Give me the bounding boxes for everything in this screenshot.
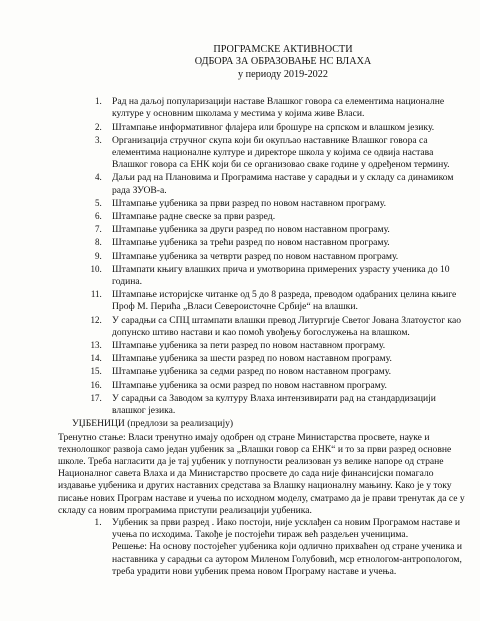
activity-item: 11. Штампање историјске читанке од 5 до 8 разреда, преводом одабраних целина књиге Проф М. Перића „Власи Североисточне Србије“ на влашки. — [104, 288, 466, 313]
activity-item: 14. Штампање уџбеника за шести разред по новом наставном програму. — [104, 352, 466, 365]
document-title — [100, 44, 466, 81]
activity-item: 5. Штампање уџбеника за први разред по новом наставном програму. — [104, 197, 466, 210]
activity-item: 15. Штампање уџбеника за седми разред по новом наставном програму. — [104, 365, 466, 378]
activity-item: 3. Организација стручног скупа који би окупљао наставнике Влашког говора са елементима националне културе и директоре школа у којима се одвија настава Влашког говора са ЕНК који би се организовао сваке године у одређеном термину. — [104, 134, 466, 172]
activity-item: 10. Штампати књигу влашких прича и умотворина примерених узрасту ученика до 10 година. — [104, 263, 466, 288]
title-line-1: ПРОГРАМСКЕ АКТИВНОСТИ — [213, 44, 353, 55]
activity-item: 17. У сарадњи са Заводом за културу Влаха интензивирати рад на стандардизацији влашког језика. — [104, 392, 466, 417]
textbooks-heading: УЏБЕНИЦИ (предлози за реализацију) — [72, 418, 234, 430]
textbooks-section — [60, 418, 466, 517]
activity-item: 1. Рад на даљој популаризацији наставе Влашког говора са елементима националне културе у основним школама у местима у којима живе Власи. — [104, 95, 466, 120]
textbook-item — [104, 517, 466, 578]
activity-item: 6. Штампање радне свеске за први разред. — [104, 210, 466, 223]
textbook-item-solution: Решење: На основу постојећег уџбеника који одлично прихваћен од стране ученика и наставника у сарадњи са аутором Миленом Голубовић, мср етнологом-антропологом, треба урадити нови уџбеник према новом Програму наставе и учења. — [112, 541, 462, 577]
textbooks-list — [60, 517, 466, 578]
activity-item: 2. Штампање информативног флајера или брошуре на српском и влашком језику. — [104, 121, 466, 134]
textbook-item-text: 1. Уџбеник за први разред . Иако постоји, није усклађен са новим Програмом наставе и учења по исходима. Такође је постојећи тираж већ раздељен ученицима. — [112, 516, 461, 541]
activity-item: 8. Штампање уџбеника за трећи разред по новом наставном програму. — [104, 236, 466, 249]
textbooks-status: Тренутно стање: Власи тренутно имају одобрен од стране Министарства просвете, науке и технолошког развоја само један уџбеник за „Влашки говор са ЕНК“ и то за први разред основне школе. Треба нагласити да је тај уџбеник у потпуности реализован уз велике напоре од стране Националног савета Влаха и да Министарство просвете до сада није финансијски помагало издавање уџбеника и других наставних средстава за Влашку националну мањину. Како је у току писање нових Програм наставе и учења по исходном моделу, сматрамо да је прави тренутак да се у складу са новим програмима приступи реализацији уџбеника. — [58, 431, 465, 516]
activity-item: 9. Штампање уџбеника за четврти разред по новом наставном програму. — [104, 250, 466, 263]
activity-item: 4. Даљи рад на Плановима и Програмима наставе у сарадњи и у складу са динамиком рада ЗУОВ-а. — [104, 171, 466, 196]
title-line-2: ОДБОРА ЗА ОБРАЗОВАЊЕ НС ВЛАХА — [194, 56, 372, 68]
activity-item: 12. У сарадњи са СПЦ штампати влашки превод Литургије Светог Јована Златоустог као допунско штиво настави и као помоћ увођењу богослужења на влашком. — [104, 314, 466, 339]
activity-item: 7. Штампање уџбеника за други разред по новом наставном програму. — [104, 223, 466, 236]
title-line-3: у периоду 2019-2022 — [238, 68, 328, 80]
activity-item: 13. Штампање уџбеника за пети разред по новом наставном програму. — [104, 339, 466, 352]
activity-item: 16. Штампање уџбеника за осми разред по новом наставном програму. — [104, 379, 466, 392]
activities-list — [60, 95, 466, 417]
